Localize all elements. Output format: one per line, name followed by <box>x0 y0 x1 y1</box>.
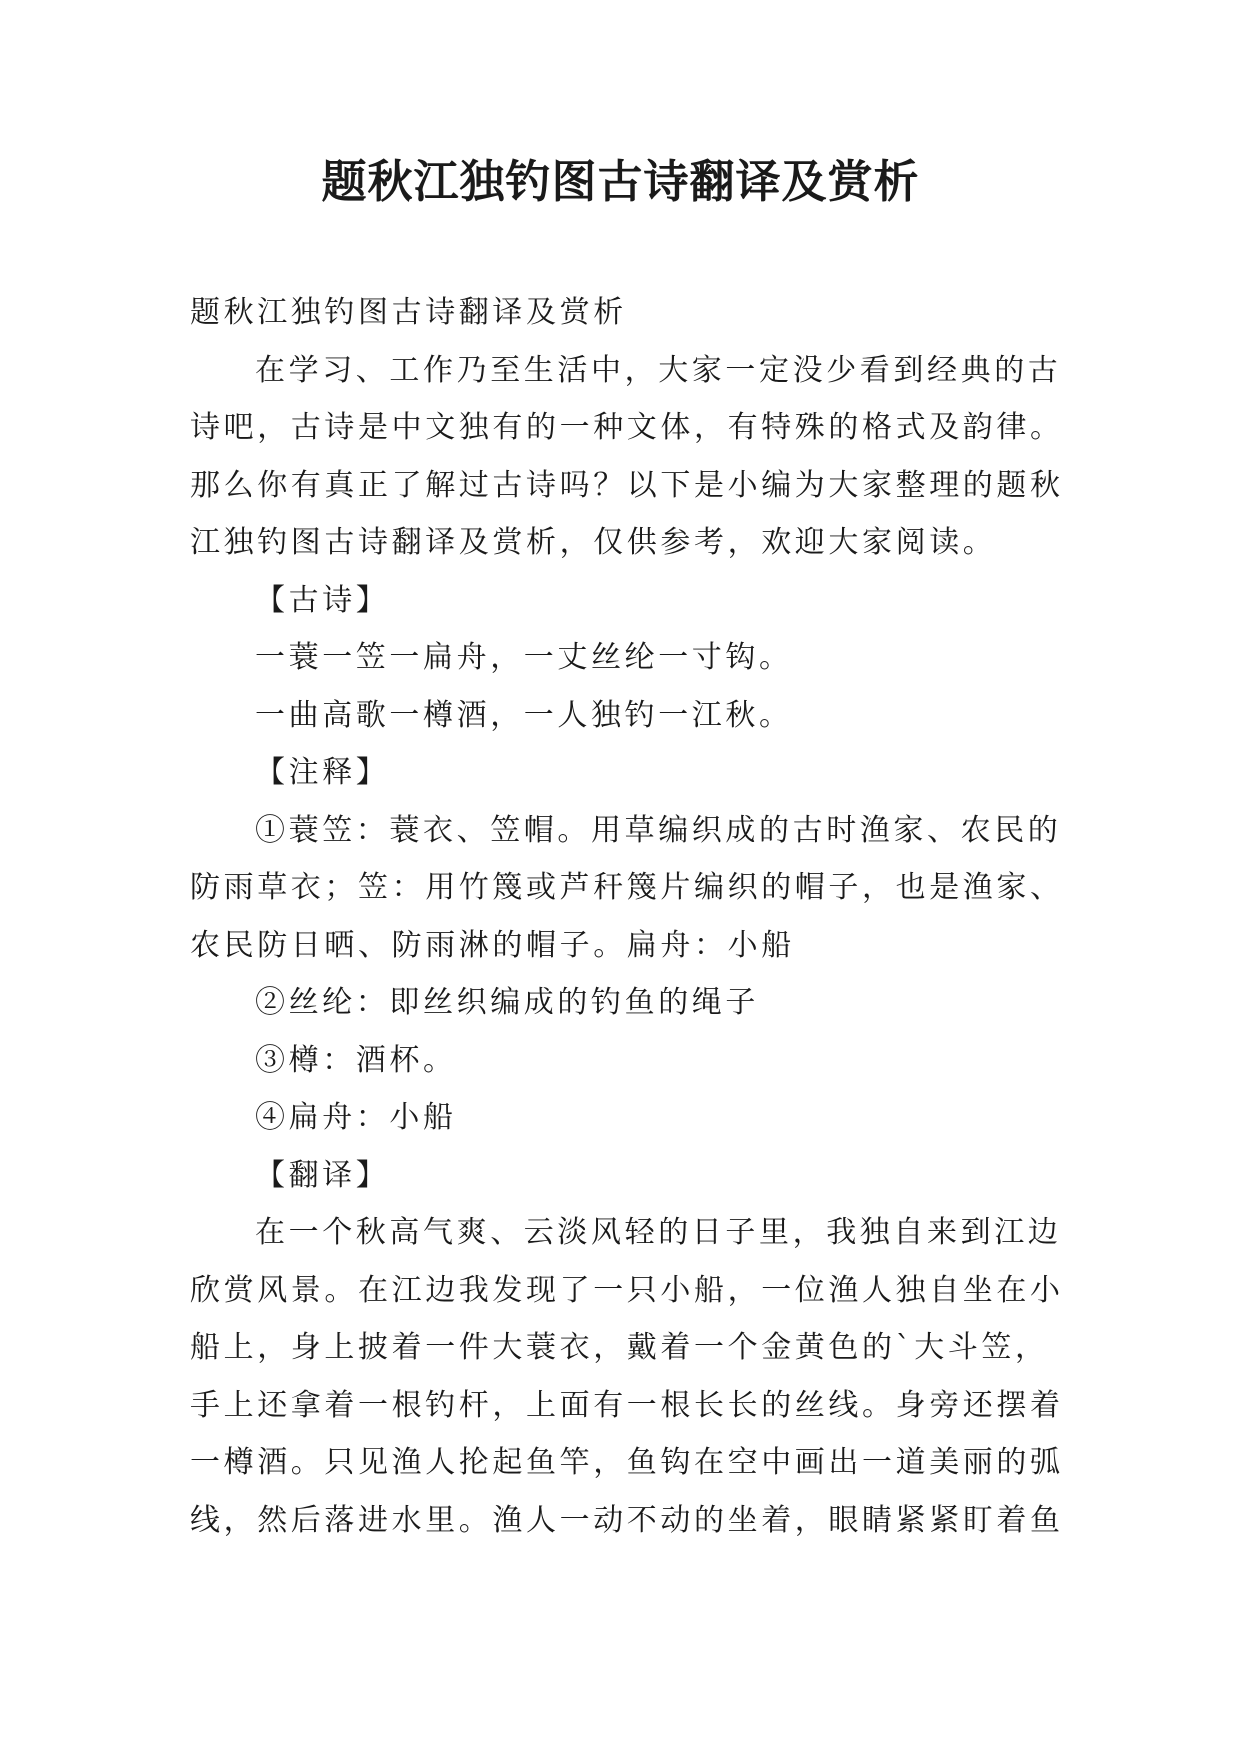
intro-paragraph: 在学习、工作乃至生活中，大家一定没少看到经典的古诗吧，古诗是中文独有的一种文体，有特殊的格式及韵律。那么你有真正了解过古诗吗？以下是小编为大家整理的题秋江独钓图古诗翻译及赏析，仅供参考，欢迎大家阅读。 <box>190 352 1064 560</box>
note-item-3: ③樽：酒杯。 <box>255 1042 457 1078</box>
section-heading-poem: 【古诗】 <box>255 582 390 618</box>
page-title: 题秋江独钓图古诗翻译及赏析 <box>321 155 920 208</box>
document-body <box>190 284 1070 1549</box>
note-item-4: ④扁舟：小船 <box>255 1100 457 1135</box>
document-subtitle: 题秋江独钓图古诗翻译及赏析 <box>190 295 627 330</box>
section-heading-notes: 【注释】 <box>255 755 390 790</box>
poem-line-1: 一蓑一笠一扁舟，一丈丝纶一寸钩。 <box>255 640 793 675</box>
poem-line-2: 一曲高歌一樽酒，一人独钓一江秋。 <box>255 697 793 733</box>
note-item-2: ②丝纶：即丝织编成的钓鱼的绳子 <box>255 985 759 1020</box>
section-heading-translation: 【翻译】 <box>255 1157 390 1193</box>
translation-paragraph: 在一个秋高气爽、云淡风轻的日子里，我独自来到江边欣赏风景。在江边我发现了一只小船，一位渔人独自坐在小船上，身上披着一件大蓑衣，戴着一个金黄色的`大斗笠，手上还拿着一根钓杆，上面有一根长长的丝线。身旁还摆着一樽酒。只见渔人抡起鱼竿，鱼钩在空中画出一道美丽的弧线，然后落进水里。渔人一动不动的坐着，眼睛紧紧盯着鱼 <box>190 1215 1064 1538</box>
note-item-1: ①蓑笠：蓑衣、笠帽。用草编织成的古时渔家、农民的防雨草衣；笠：用竹篾或芦秆篾片编织的帽子，也是渔家、农民防日晒、防雨淋的帽子。扁舟：小船 <box>190 812 1064 963</box>
